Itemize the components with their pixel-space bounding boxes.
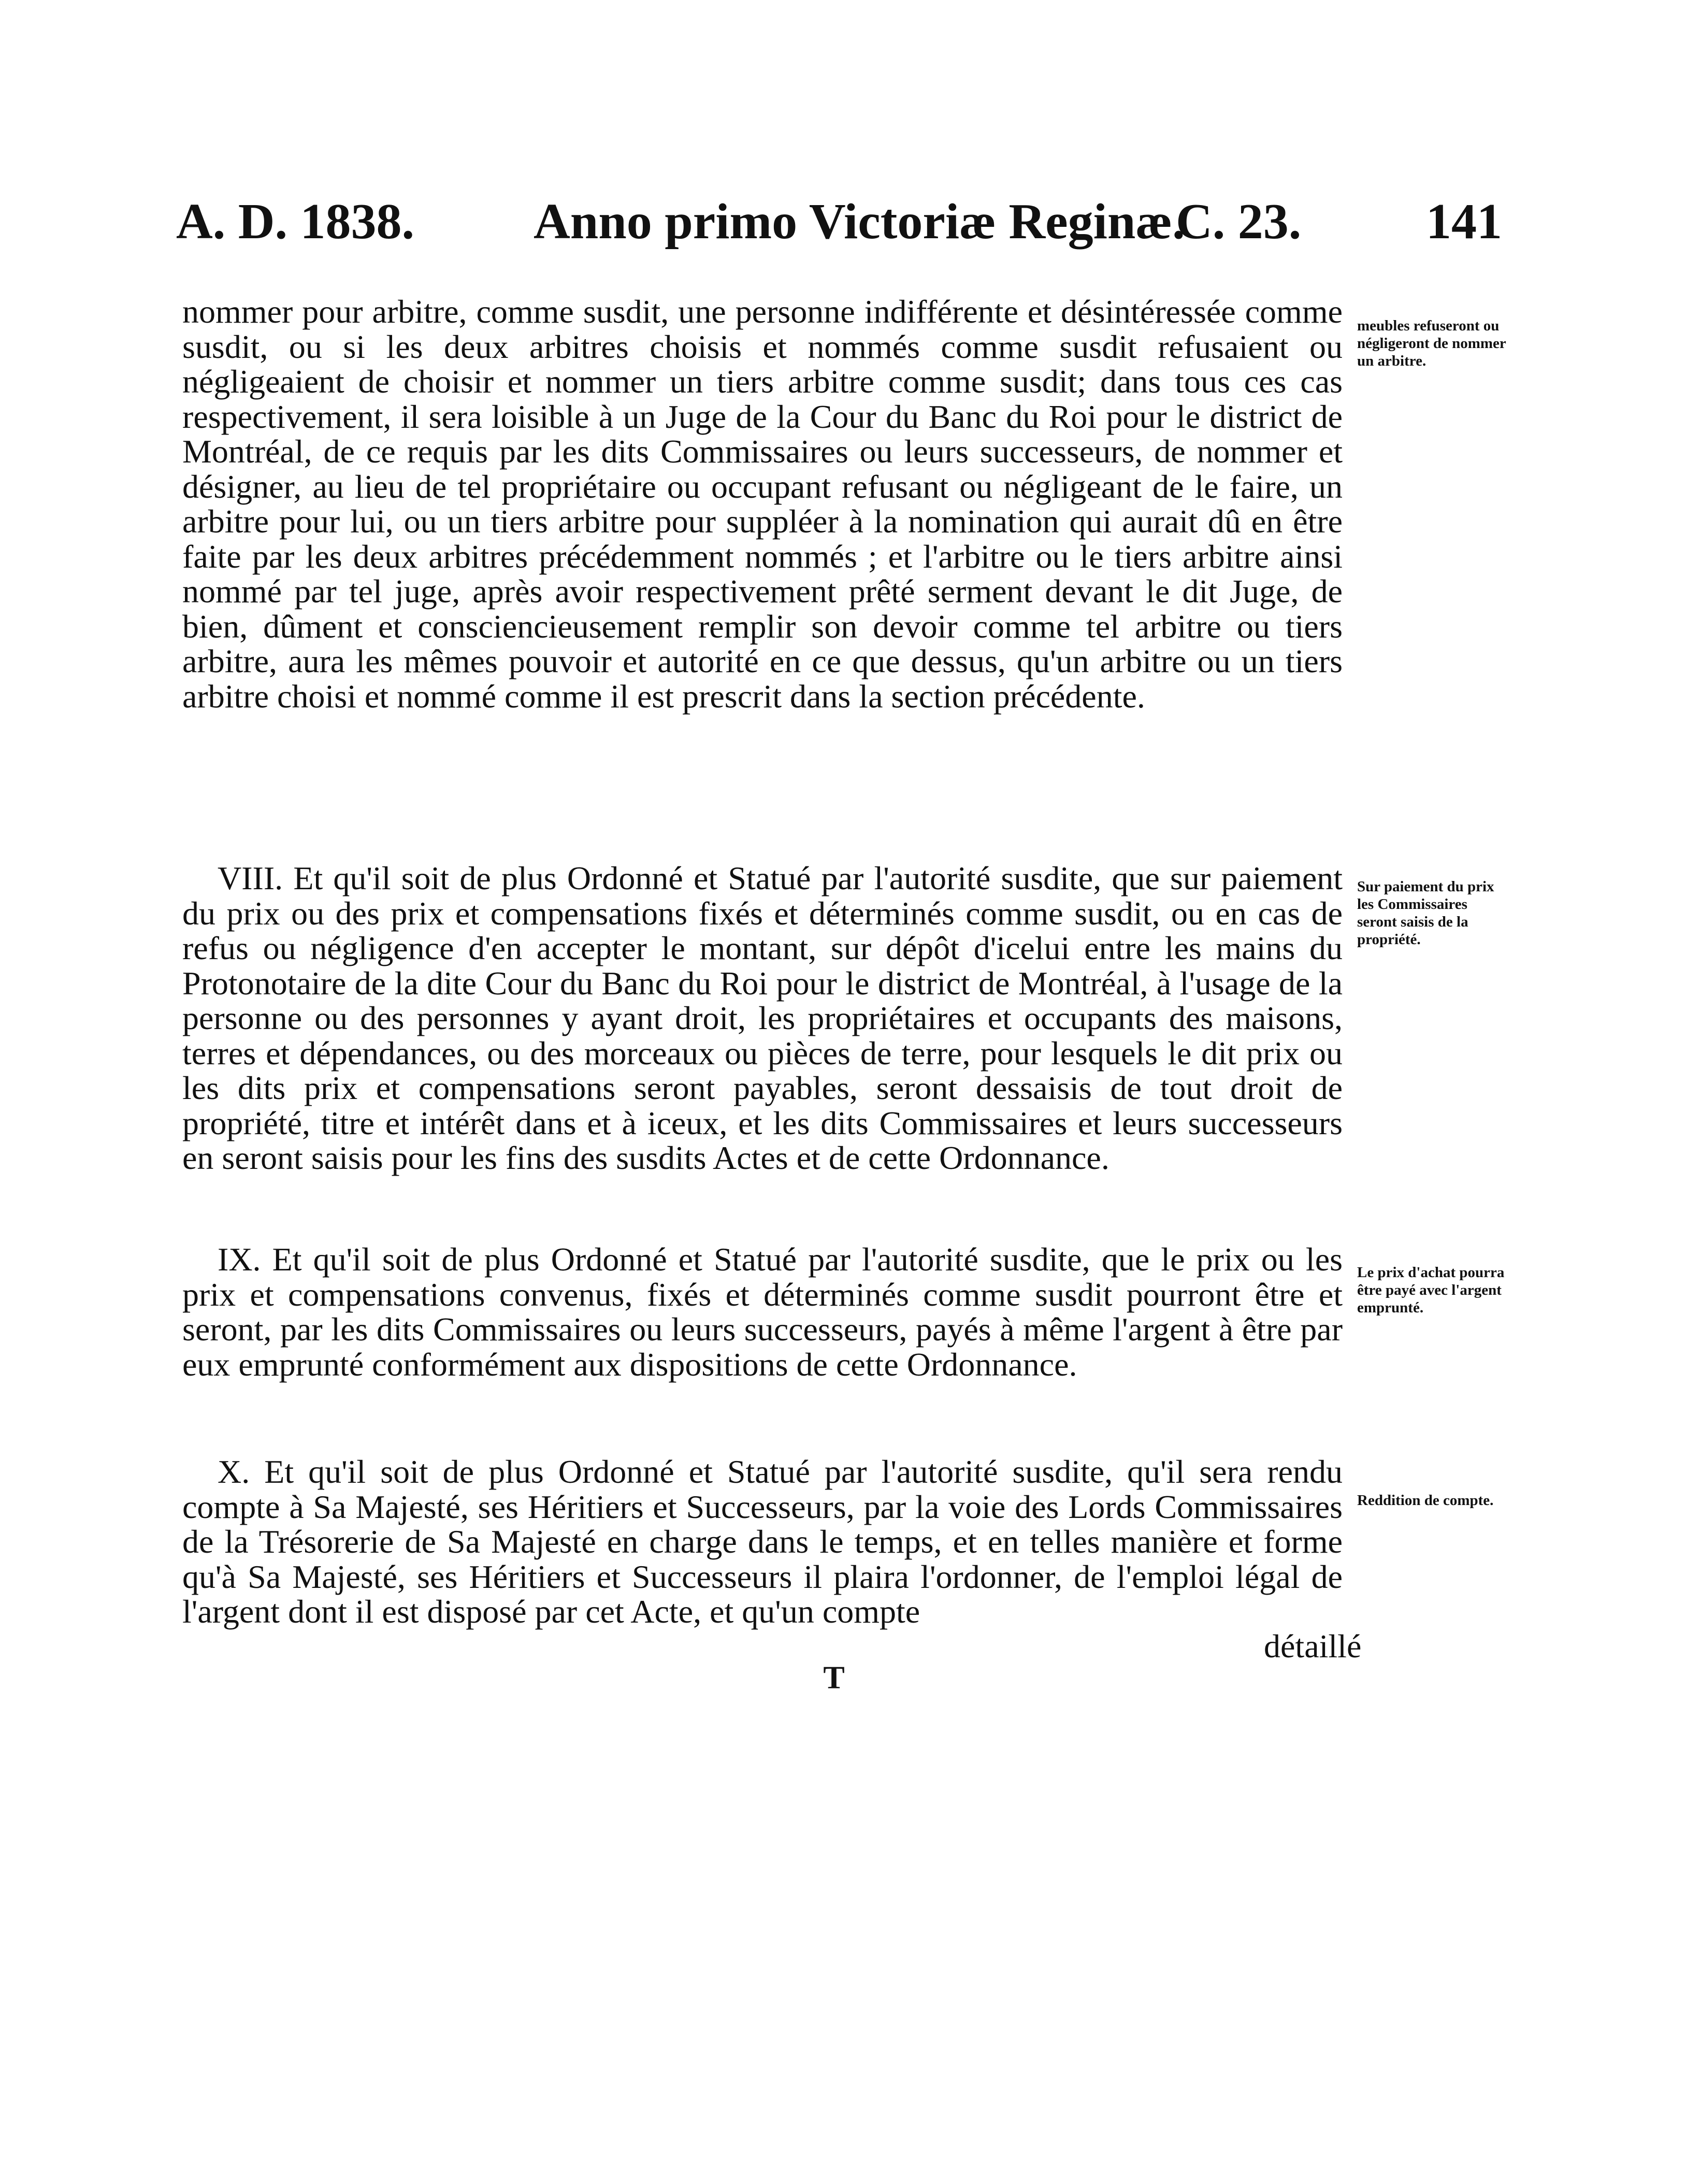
running-header <box>176 191 1502 253</box>
header-reign: Anno primo Victoriæ Reginæ. <box>534 194 1185 250</box>
header-chapter: C. 23. <box>1176 194 1302 250</box>
signature-mark: T <box>823 1660 845 1696</box>
section-x: X. Et qu'il soit de plus Ordonné et Statué par l'autorité susdite, qu'il sera rendu compte à Sa Majesté, ses Héritiers et Successeurs, par la voie des Lords Commissaires de la Trésorerie de Sa Majesté en charge dans le temps, et en telles manière et forme qu'à Sa Majesté, ses Héritiers et Successeurs il plaira l'ordonner, de l'emploi légal de l'argent dont il est disposé par cet Acte, et qu'un compte <box>182 1453 1343 1630</box>
page-number: 141 <box>1426 194 1502 250</box>
section-viii: VIII. Et qu'il soit de plus Ordonné et Statué par l'autorité susdite, que sur paiement du prix ou des prix et compensations fixés et déterminés comme susdit, ou en cas de refus ou négligence d'en accepter le montant, sur dépôt d'icelui entre les mains du Protonotaire de la dite Cour du Banc du Roi pour le district de Montréal, à l'usage de la personne ou des personnes y ayant droit, les propriétaires et occupants des maisons, terres et dépendances, ou des morceaux ou pièces de terre, pour lesquels le dit prix ou les dits prix et compensations seront payables, seront dessaisis de tout droit de propriété, titre et intérêt dans et à iceux, et les dits Commissaires et leurs successeurs en seront saisis pour les fins des susdits Actes et de cette Ordonnance. <box>182 860 1343 1176</box>
margin-note-paiement: Sur paiement du prix les Commissaires seront saisis de la propriété. <box>1357 878 1494 948</box>
paragraph-continued: nommer pour arbitre, comme susdit, une personne indifférente et désintéressée comme susdit, ou si les deux arbitres choisis et nommés comme susdit refusaient ou négligeaient de choisir et nommer un tiers arbitre comme susdit; dans tous ces cas respectivement, il sera loisible à un Juge de la Cour du Banc du Roi pour le district de Montréal, de ce requis par les dits Commissaires ou leurs successeurs, de nommer et désigner, au lieu de tel propriétaire ou occupant refusant ou négligeant de le faire, un arbitre pour lui, ou un tiers arbitre pour suppléer à la nomination qui aurait dû en être faite par les deux arbitres précédemment nommés ; et l'arbitre ou le tiers arbitre ainsi nommé par tel juge, après avoir respectivement prêté serment devant le dit Juge, de bien, dûment et consciencieusement remplir son devoir comme tel arbitre ou tiers arbitre, aura les mêmes pouvoir et autorité en ce que dessus, qu'un arbitre ou un tiers arbitre choisi et nommé comme il est prescrit dans la section précédente. <box>182 293 1343 715</box>
header-year: A. D. 1838. <box>176 194 415 250</box>
margin-note-reddition: Reddition de compte. <box>1357 1492 1494 1509</box>
margin-note-arbitre: meubles refuseront ou négligeront de nommer un arbitre. <box>1357 317 1506 369</box>
continuation-word: détaillé <box>1264 1628 1362 1665</box>
margin-note-prix-achat: Le prix d'achat pourra être payé avec l'argent emprunté. <box>1357 1264 1505 1316</box>
section-ix: IX. Et qu'il soit de plus Ordonné et Statué par l'autorité susdite, que le prix ou les prix et compensations convenus, fixés et déterminés comme susdit pourront être et seront, par les dits Commissaires ou leurs successeurs, payés à même l'argent à être par eux emprunté conformément aux dispositions de cette Ordonnance. <box>182 1241 1343 1383</box>
